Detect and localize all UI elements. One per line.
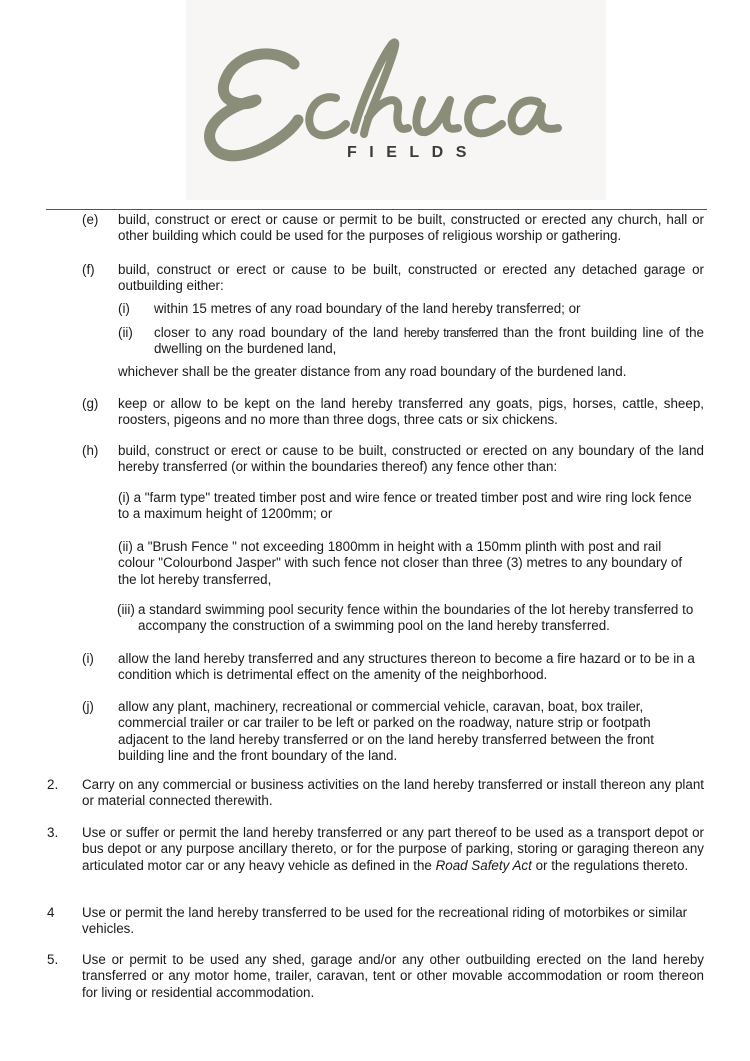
item-h-sub-i: (i) a "farm type" treated timber post and wire fence or treated timber post and wire ring lock fence to a maximum height of 1200mm; or (118, 490, 692, 522)
echuca-fields-logo (186, 0, 606, 200)
item-f-sub-ii-paragraph (154, 325, 704, 358)
item-text-f (118, 262, 704, 295)
clause-3-part-b: or the regulations thereto. (535, 857, 689, 873)
item-label-e: (e) (82, 212, 99, 227)
item-label-h: (h) (82, 443, 99, 458)
clause-text-3 (82, 825, 704, 874)
item-f-tail: whichever shall be the greater distance from any road boundary of the burdened land. (118, 364, 627, 379)
item-text-e (118, 212, 704, 245)
road-safety-act-reference: Road Safety Act (435, 857, 532, 873)
clause-label-4: 4 (47, 905, 55, 920)
echuca-script-wordmark (186, 0, 606, 200)
sub-ii-part-c: than the front building line of the dwelling on the burdened land, (154, 325, 704, 357)
clause-3-part-a: Use or suffer or permit the land hereby transferred or any part thereof to be used as a transport depot or bus depot or any purpose ancillary thereto, or for the purpose of parking, storing or garaging thereon any articulated motor car or any heavy vehicle as defined in the (82, 825, 704, 873)
logo-caps-word: FIELDS (347, 144, 479, 161)
item-h-sub-iii: a standard swimming pool security fence within the boundaries of the lot hereby transferred to accompany the construction of a swimming pool on the land hereby transferred. (138, 602, 694, 634)
item-f-paragraph: build, construct or erect or cause to be built, constructed or erected any detached garage or outbuilding either: (118, 262, 704, 294)
item-label-f: (f) (82, 262, 95, 277)
item-f-sub-ii-text (154, 325, 704, 358)
item-text-j: allow any plant, machinery, recreational or commercial vehicle, caravan, boat, box trailer, commercial trailer or car trailer to be left or parked on the roadway, nature strip or footpath adjacent to the land hereby transferred or on the land hereby transferred between the front building line and the front boundary of the land. (118, 699, 654, 763)
clause-5-paragraph: Use or permit to be used any shed, garage and/or any other outbuilding erected on the land hereby transferred or any motor home, trailer, caravan, tent or other movable accommodation or room thereon for living or residential accommodation. (82, 952, 704, 1000)
item-f-sub-ii-label: (ii) (118, 325, 133, 340)
item-text-g (118, 396, 704, 429)
item-f-sub-i-label: (i) (118, 301, 130, 316)
item-f-sub-i-text: within 15 metres of any road boundary of the land hereby transferred; or (154, 301, 581, 316)
item-label-j: (j) (82, 699, 94, 714)
item-label-g: (g) (82, 396, 99, 411)
item-text-h (118, 443, 704, 476)
item-h-sub-iii-label: (iii) (117, 602, 135, 617)
clause-label-2: 2. (47, 777, 59, 792)
clause-text-4: Use or permit the land hereby transferred to be used for the recreational riding of motorbikes or similar vehicles. (82, 905, 688, 937)
clause-3-paragraph (82, 825, 704, 874)
item-h-sub-ii: (ii) a "Brush Fence " not exceeding 1800mm in height with a 150mm plinth with post and rail colour "Colourbond Jasper" with such fence not closer than three (3) metres to any boundary of the lot hereby transferred, (118, 539, 683, 587)
item-e-paragraph: build, construct or erect or cause or permit to be built, constructed or erected any church, hall or other building which could be used for the purposes of religious worship or gathering. (118, 212, 704, 244)
clause-2-paragraph: Carry on any commercial or business activities on the land hereby transferred or install thereon any plant or material connected therewith. (82, 777, 704, 809)
sub-ii-part-a: closer to any road boundary of the land (154, 325, 399, 340)
clause-label-3: 3. (47, 825, 59, 840)
clause-label-5: 5. (47, 952, 59, 967)
item-g-paragraph: keep or allow to be kept on the land hereby transferred any goats, pigs, horses, cattle, sheep, roosters, pigeons and no more than three dogs, three cats or six chickens. (118, 396, 704, 428)
item-text-i: allow the land hereby transferred and any structures thereon to become a fire hazard or to be in a condition which is detrimental effect on the amenity of the neighborhood. (118, 651, 695, 683)
sub-ii-part-b: hereby transferred (403, 326, 498, 340)
item-h-paragraph: build, construct or erect or cause to be built, constructed or erected on any boundary of the land hereby transferred (or within the boundaries thereof) any fence other than: (118, 443, 704, 475)
header-divider (46, 209, 707, 210)
clause-text-5 (82, 952, 704, 1001)
item-label-i: (i) (82, 651, 94, 666)
clause-text-2 (82, 777, 704, 810)
